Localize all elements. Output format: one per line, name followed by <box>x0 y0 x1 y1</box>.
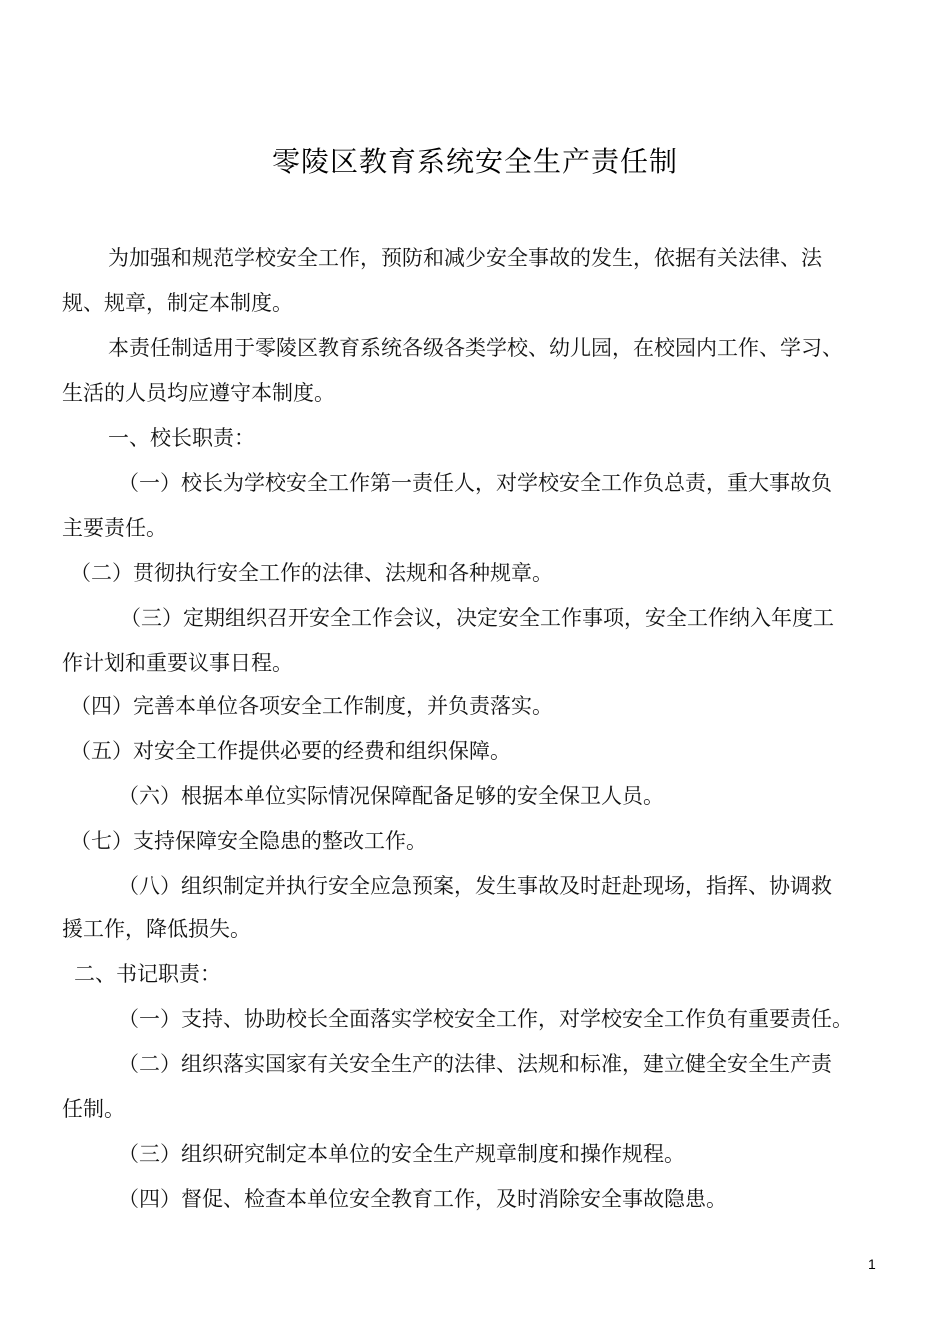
paragraph-line: （二）组织落实国家有关安全生产的法律、法规和标准，建立健全安全生产责 <box>118 1052 832 1076</box>
paragraph-line: （四）完善本单位各项安全工作制度，并负责落实。 <box>70 694 553 718</box>
paragraph-line: 任制。 <box>62 1097 125 1121</box>
paragraph-line: （七）支持保障安全隐患的整改工作。 <box>70 829 427 853</box>
paragraph-line: （一）支持、协助校长全面落实学校安全工作，对学校安全工作负有重要责任。 <box>118 1007 853 1031</box>
paragraph-line: 规、规章，制定本制度。 <box>62 291 293 315</box>
paragraph-line: （四）督促、检查本单位安全教育工作，及时消除安全事故隐患。 <box>118 1187 727 1211</box>
paragraph-line: 生活的人员均应遵守本制度。 <box>62 381 335 405</box>
paragraph-line: （二）贯彻执行安全工作的法律、法规和各种规章。 <box>70 561 553 585</box>
paragraph-line: （三）定期组织召开安全工作会议，决定安全工作事项，安全工作纳入年度工 <box>120 606 834 630</box>
paragraph-line: （三）组织研究制定本单位的安全生产规章制度和操作规程。 <box>118 1142 685 1166</box>
document-title: 零陵区教育系统安全生产责任制 <box>271 145 678 178</box>
paragraph-line: 作计划和重要议事日程。 <box>62 651 293 675</box>
paragraph-line: （八）组织制定并执行安全应急预案，发生事故及时赶赴现场，指挥、协调救 <box>118 874 832 898</box>
section-heading: 一、校长职责： <box>108 426 255 450</box>
section-heading: 二、书记职责： <box>74 962 221 986</box>
paragraph-line: 援工作，降低损失。 <box>62 917 251 941</box>
paragraph-line: 为加强和规范学校安全工作，预防和减少安全事故的发生，依据有关法律、法 <box>108 246 822 270</box>
paragraph-line: （一）校长为学校安全工作第一责任人，对学校安全工作负总责，重大事故负 <box>118 471 832 495</box>
paragraph-line: （五）对安全工作提供必要的经费和组织保障。 <box>70 739 511 763</box>
paragraph-line: （六）根据本单位实际情况保障配备足够的安全保卫人员。 <box>118 784 664 808</box>
page-number: 1 <box>868 1256 876 1272</box>
paragraph-line: 主要责任。 <box>62 516 167 540</box>
paragraph-line: 本责任制适用于零陵区教育系统各级各类学校、幼儿园，在校园内工作、学习、 <box>108 336 843 360</box>
